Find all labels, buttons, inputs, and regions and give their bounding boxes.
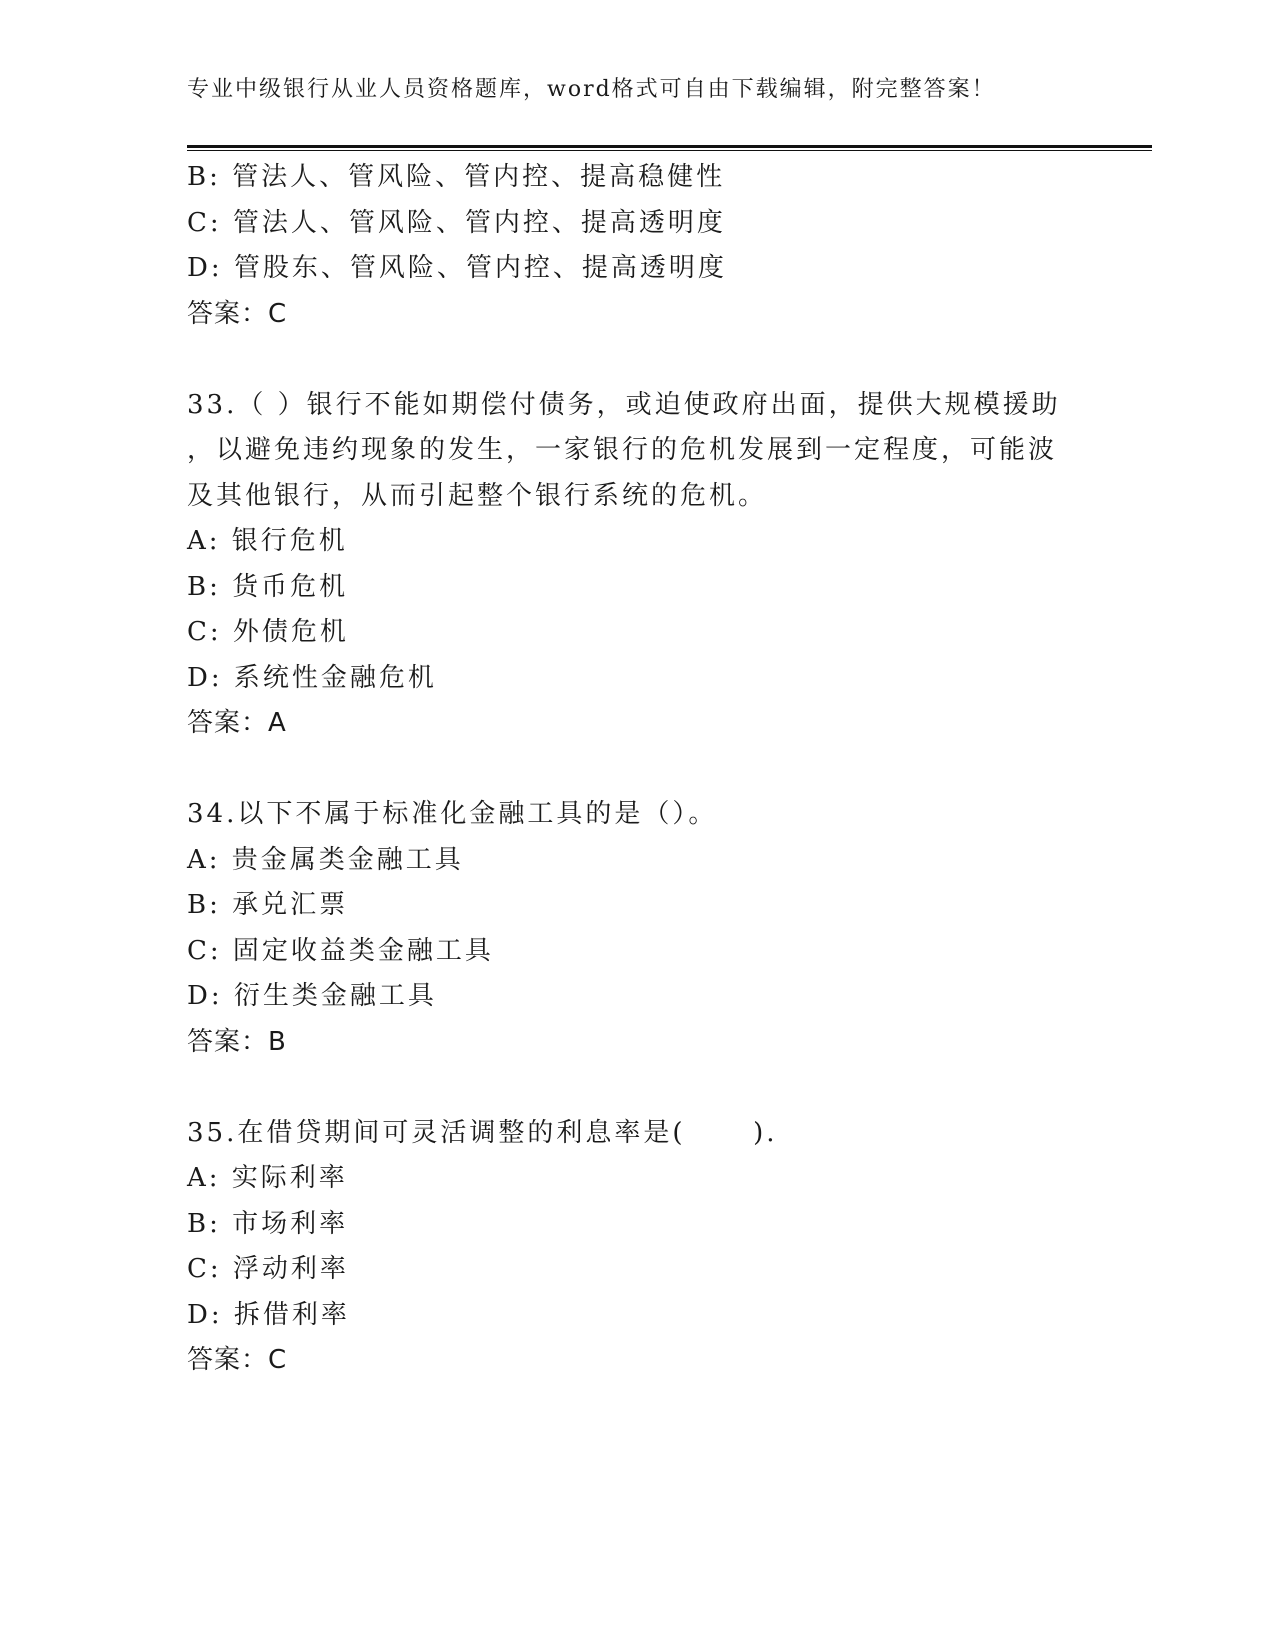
- question-32: [187, 155, 1087, 337]
- option-b: B: 货币危机: [187, 571, 349, 602]
- question-stem: 35.在借贷期间可灵活调整的利息率是( ).: [187, 1117, 778, 1148]
- option-a: A: 实际利率: [187, 1163, 348, 1193]
- option-d: D: 拆借利率: [187, 1299, 350, 1330]
- option-a: A: 贵金属类金融工具: [187, 844, 464, 875]
- question-stem-line: 及其他银行，从而引起整个银行系统的危机。: [187, 480, 768, 511]
- page-header: 专业中级银行从业人员资格题库，word格式可自由下载编辑，附完整答案！: [187, 77, 996, 102]
- option-d: D: 衍生类金融工具: [187, 981, 437, 1011]
- question-stem-line: 33.（ ）银行不能如期偿付债务，或迫使政府出面，提供大规模援助: [187, 389, 1061, 420]
- question-stem-line: ，以避免违约现象的发生，一家银行的危机发展到一定程度，可能波: [187, 435, 1058, 465]
- option-b: B: 承兑汇票: [187, 890, 349, 920]
- option-b: B: 市场利率: [187, 1208, 349, 1239]
- spacer: [187, 1065, 1087, 1111]
- question-34: [187, 792, 1087, 1065]
- option-d: D: 管股东、管风险、管内控、提高透明度: [187, 253, 727, 283]
- question-stem: 34.以下不属于标准化金融工具的是（）。: [187, 799, 718, 829]
- header-divider: [187, 145, 1152, 151]
- question-list: [187, 155, 1087, 1384]
- answer: 答案：B: [187, 1026, 287, 1057]
- question-33: [187, 383, 1087, 747]
- option-c: C: 固定收益类金融工具: [187, 935, 494, 966]
- option-d: D: 系统性金融危机: [187, 662, 437, 693]
- question-35: [187, 1111, 1087, 1384]
- answer: 答案：C: [187, 298, 288, 329]
- option-c: C: 外债危机: [187, 617, 349, 647]
- spacer: [187, 337, 1087, 383]
- option-c: C: 浮动利率: [187, 1254, 349, 1284]
- option-a: A: 银行危机: [187, 526, 348, 556]
- answer: 答案：C: [187, 1345, 288, 1375]
- option-b: B: 管法人、管风险、管内控、提高稳健性: [187, 162, 726, 192]
- answer: 答案：A: [187, 708, 287, 738]
- spacer: [187, 747, 1087, 793]
- option-c: C: 管法人、管风险、管内控、提高透明度: [187, 207, 726, 238]
